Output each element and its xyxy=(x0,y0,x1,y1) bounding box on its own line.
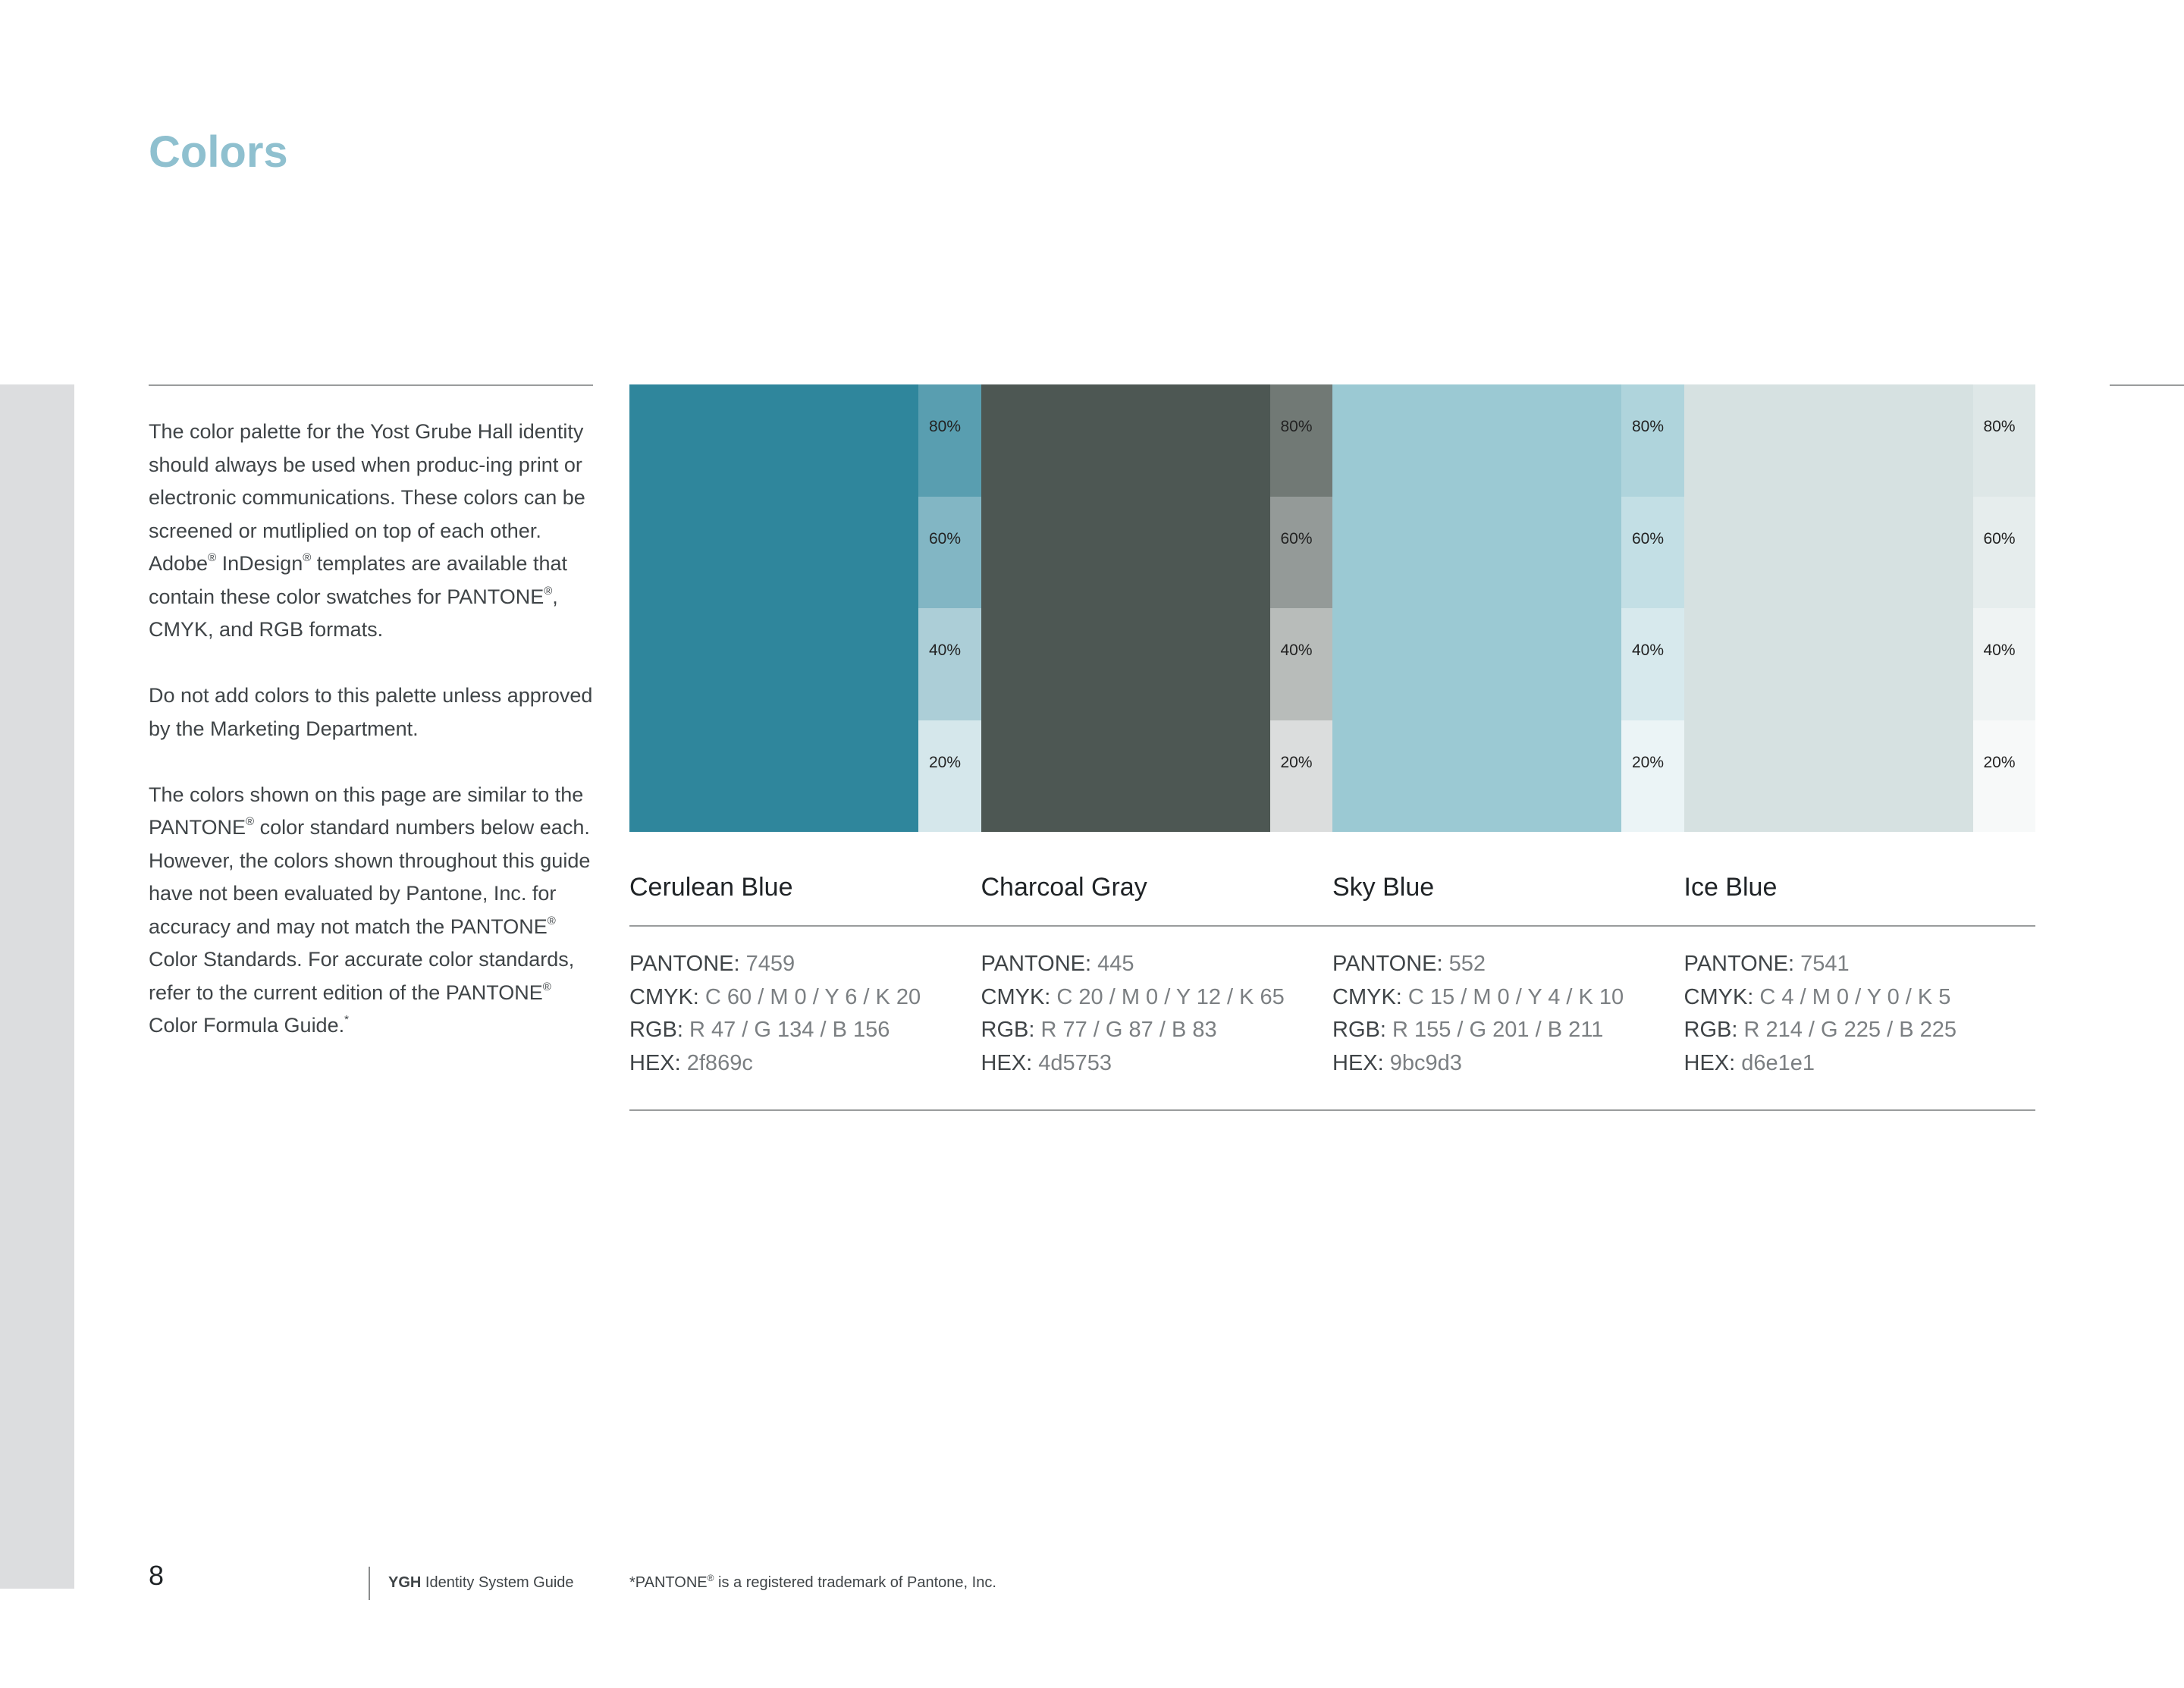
rgb-line: RGB: R 214 / G 225 / B 225 xyxy=(1684,1018,1956,1042)
swatch-row xyxy=(629,384,2035,832)
paragraph-palette-usage: The color palette for the Yost Grube Hall identity should always be used when produc-ing print or electronic communications. These colors can be screened or mutliplied on top of each other. Adobe® InDesign® templates are available that contain these color swatches for PANTONE®, CMYK, and RGB formats. xyxy=(149,420,585,641)
footer-guide-title: YGH Identity System Guide xyxy=(388,1574,574,1591)
swatch-ice-blue xyxy=(1684,384,1973,832)
tint-60: 60% xyxy=(1270,497,1333,609)
tint-60: 60% xyxy=(1973,497,2036,609)
bottom-rule xyxy=(629,1109,2035,1111)
color-names-row xyxy=(629,872,2035,925)
color-specs-row xyxy=(629,927,2035,1080)
color-name: Sky Blue xyxy=(1332,873,1435,902)
swatch-group-ice-blue xyxy=(1684,384,2036,832)
footer-trademark-note: *PANTONE® is a registered trademark of Pantone, Inc. xyxy=(629,1573,996,1591)
hex-line: HEX: 2f869c xyxy=(629,1050,753,1075)
cmyk-line: CMYK: C 20 / M 0 / Y 12 / K 65 xyxy=(981,984,1285,1009)
hex-line: HEX: 4d5753 xyxy=(981,1050,1112,1075)
pantone-line: PANTONE: 552 xyxy=(1332,952,1486,976)
cmyk-line: CMYK: C 4 / M 0 / Y 0 / K 5 xyxy=(1684,984,1951,1009)
swatch-cerulean-blue xyxy=(629,384,918,832)
rgb-line: RGB: R 77 / G 87 / B 83 xyxy=(981,1018,1217,1042)
tint-40: 40% xyxy=(1973,608,2036,720)
hex-line: HEX: 9bc9d3 xyxy=(1332,1050,1462,1075)
tint-80: 80% xyxy=(1270,384,1333,497)
rgb-line: RGB: R 47 / G 134 / B 156 xyxy=(629,1018,890,1042)
swatch-group-sky-blue xyxy=(1332,384,1684,832)
tint-40: 40% xyxy=(1621,608,1684,720)
tint-20: 20% xyxy=(1270,720,1333,833)
top-rule-right xyxy=(2110,384,2184,386)
side-bar xyxy=(0,384,74,1589)
swatch-charcoal-gray xyxy=(981,384,1270,832)
color-name: Ice Blue xyxy=(1684,873,1778,902)
pantone-line: PANTONE: 445 xyxy=(981,952,1134,976)
page-number: 8 xyxy=(149,1560,165,1591)
page-title: Colors xyxy=(149,127,288,177)
tint-20: 20% xyxy=(1621,720,1684,833)
cmyk-line: CMYK: C 60 / M 0 / Y 6 / K 20 xyxy=(629,984,921,1009)
color-spec-ice-blue xyxy=(1684,948,2036,1080)
color-name: Charcoal Gray xyxy=(981,873,1147,902)
paragraph-approval: Do not add colors to this palette unless approved by the Marketing Department. xyxy=(149,684,593,740)
swatch-group-cerulean-blue xyxy=(629,384,981,832)
tint-column xyxy=(1621,384,1684,832)
tint-80: 80% xyxy=(1973,384,2036,497)
pantone-line: PANTONE: 7459 xyxy=(629,952,795,976)
color-spec-charcoal-gray xyxy=(981,948,1333,1080)
paragraph-disclaimer: The colors shown on this page are similar to the PANTONE® color standard numbers below each. However, the colors shown throughout this guide have not been evaluated by Pantone, Inc. for accuracy and may not match the PANTONE® Color Standards. For accurate color standards, refer to the current edition of the PANTONE® Color Formula Guide.* xyxy=(149,783,591,1037)
tint-80: 80% xyxy=(1621,384,1684,497)
pantone-line: PANTONE: 7541 xyxy=(1684,952,1850,976)
tint-column xyxy=(918,384,981,832)
color-name: Cerulean Blue xyxy=(629,873,793,902)
top-rule-left xyxy=(149,384,593,386)
color-spec-sky-blue xyxy=(1332,948,1684,1080)
color-info xyxy=(629,872,2035,1080)
tint-20: 20% xyxy=(918,720,981,833)
tint-80: 80% xyxy=(918,384,981,497)
swatch-group-charcoal-gray xyxy=(981,384,1333,832)
swatch-sky-blue xyxy=(1332,384,1621,832)
body-copy xyxy=(149,416,596,1075)
tint-column xyxy=(1270,384,1333,832)
color-spec-cerulean-blue xyxy=(629,948,981,1080)
hex-line: HEX: d6e1e1 xyxy=(1684,1050,1815,1075)
cmyk-line: CMYK: C 15 / M 0 / Y 4 / K 10 xyxy=(1332,984,1624,1009)
rgb-line: RGB: R 155 / G 201 / B 211 xyxy=(1332,1018,1604,1042)
tint-40: 40% xyxy=(1270,608,1333,720)
tint-40: 40% xyxy=(918,608,981,720)
tint-20: 20% xyxy=(1973,720,2036,833)
tint-60: 60% xyxy=(918,497,981,609)
tint-column xyxy=(1973,384,2036,832)
tint-60: 60% xyxy=(1621,497,1684,609)
footer-divider xyxy=(369,1567,370,1600)
